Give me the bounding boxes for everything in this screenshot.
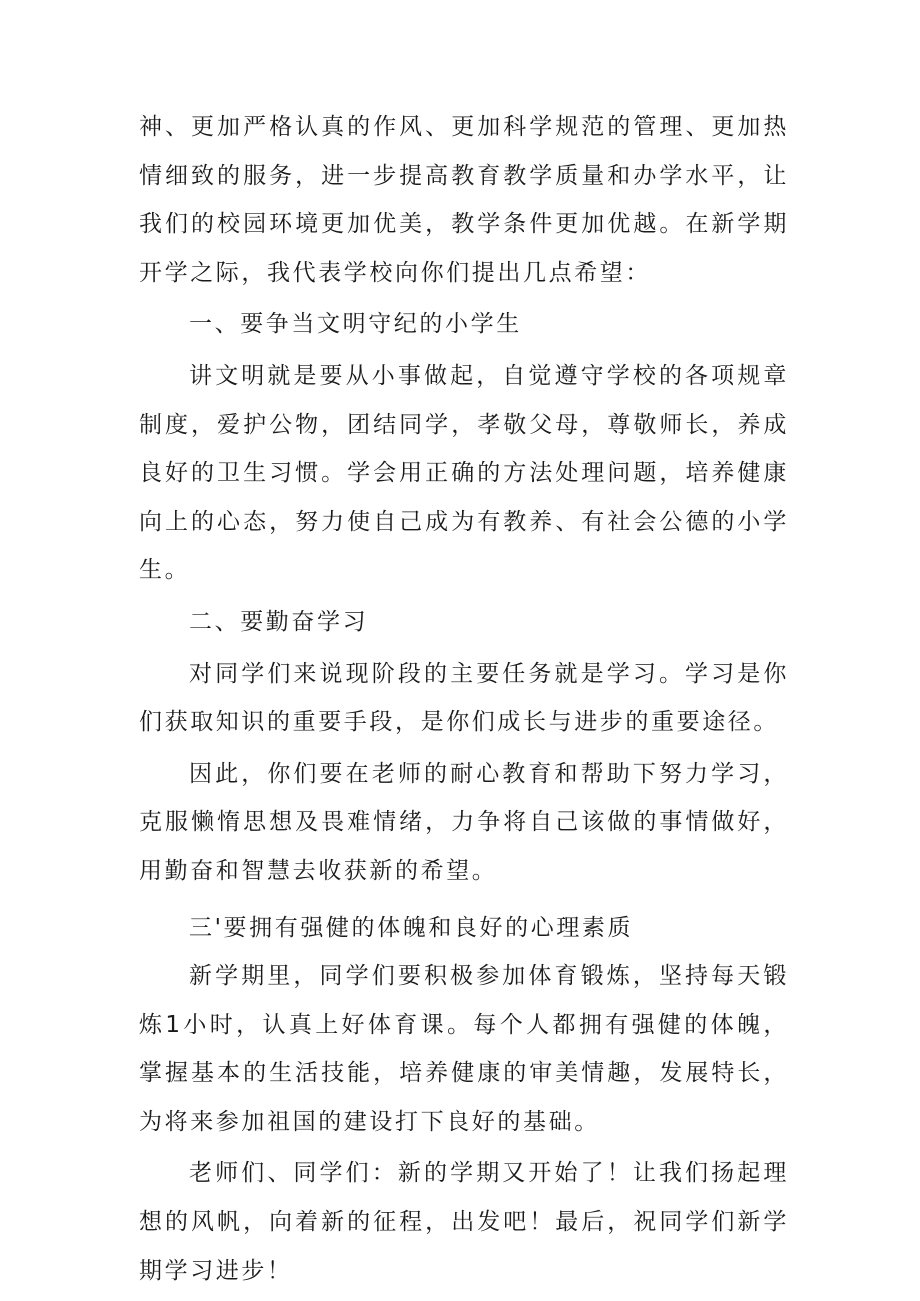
- paragraph-closing: 老师们、同学们：新的学期又开始了！让我们扬起理想的风帆，向着新的征程，出发吧！最后，祝同学们新学期学习进步！: [139, 1160, 789, 1284]
- paragraph-study-task: 对同学们来说现阶段的主要任务就是学习。学习是你们获取知识的重要手段，是你们成长与进步的重要途径。: [139, 660, 789, 736]
- section-heading-2: 二、要勤奋学习: [189, 608, 369, 635]
- paragraph-continuation: 神、更加严格认真的作风、更加科学规范的管理、更加热情细致的服务，进一步提高教育教学质量和办学水平，让我们的校园环境更加优美，教学条件更加优越。在新学期开学之际，我代表学校向你们提出几点希望：: [139, 114, 789, 286]
- section-heading-1: 一、要争当文明守纪的小学生: [189, 311, 522, 338]
- paragraph-study-effort: 因此，你们要在老师的耐心教育和帮助下努力学习，克服懒惰思想及畏难情绪，力争将自己该做的事情做好，用勤奋和智慧去收获新的希望。: [139, 760, 789, 884]
- paragraph-physical: 新学期里，同学们要积极参加体育锻炼，坚持每天锻炼1小时，认真上好体育课。每个人都拥有强健的体魄，掌握基本的生活技能，培养健康的审美情趣，发展特长，为将来参加祖国的建设打下良好的基础。: [139, 963, 789, 1135]
- paragraph-civility: 讲文明就是要从小事做起，自觉遵守学校的各项规章制度，爱护公物，团结同学，孝敬父母，尊敬师长，养成良好的卫生习惯。学会用正确的方法处理问题，培养健康向上的心态，努力使自己成为有教养、有社会公德的小学生。: [139, 362, 789, 584]
- section-heading-3: 三'要拥有强健的体魄和良好的心理素质: [189, 914, 634, 941]
- document-body: [139, 103, 789, 1295]
